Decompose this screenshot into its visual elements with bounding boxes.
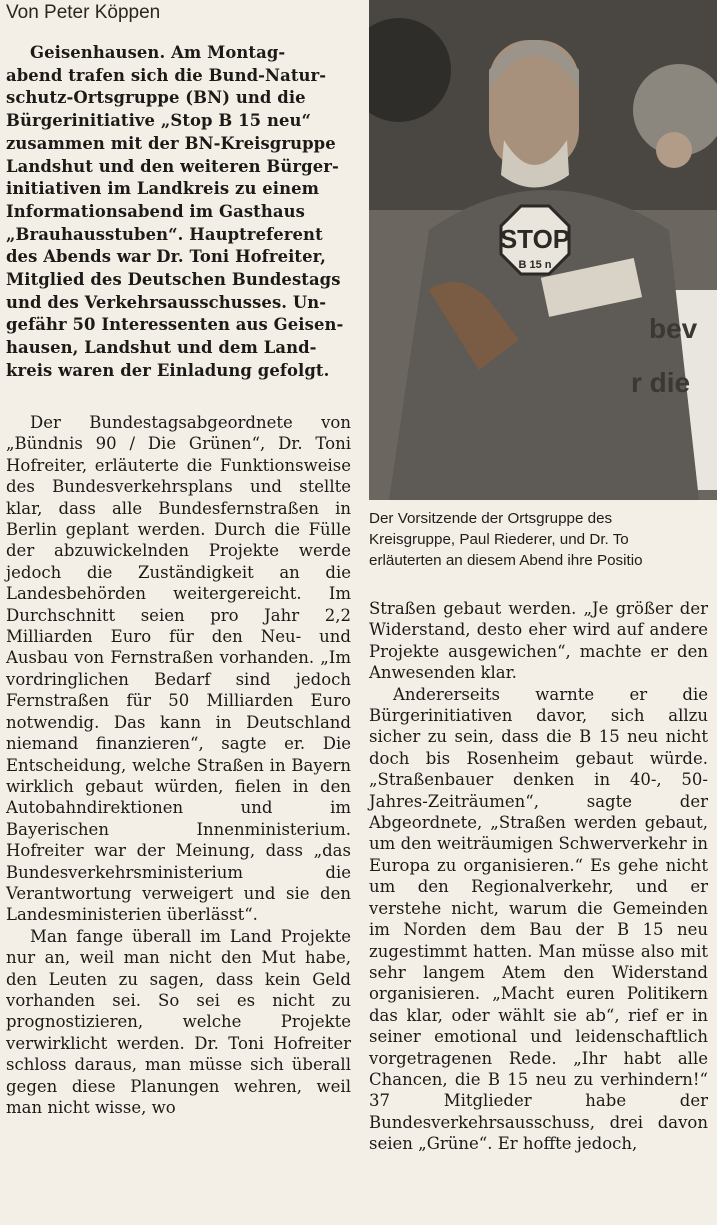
article-photo: [369, 0, 717, 500]
lead-line: Mitglied des Deutschen Bundestags: [6, 270, 341, 290]
lead-line: hausen, Landshut und dem Land-: [6, 338, 317, 358]
banner-text: bev: [649, 313, 698, 344]
caption-line: Der Vorsitzende der Ortsgruppe des: [369, 510, 613, 527]
lead-line: zusammen mit der BN-Kreisgruppe: [6, 133, 336, 153]
lead-line: und des Verkehrsausschusses. Un-: [6, 292, 327, 312]
article-lead: [6, 42, 353, 383]
banner-text: r die: [631, 367, 691, 398]
stop-sign-subtext: B 15 n: [518, 259, 552, 271]
lead-line: Informationsabend im Gasthaus: [6, 201, 305, 221]
lead-line: schutz-Ortsgruppe (BN) und die: [6, 88, 306, 108]
lead-line: abend trafen sich die Bund-Natur-: [6, 65, 327, 85]
lead-line: „Brauhausstuben“. Hauptreferent: [6, 224, 323, 244]
lead-line: Landshut und den weiteren Bürger-: [6, 156, 339, 176]
caption-line: erläuterten an diesem Abend ihre Positio: [369, 552, 643, 569]
photo-illustration: [369, 0, 717, 500]
lead-line: gefähr 50 Interessenten aus Geisen-: [6, 315, 344, 335]
article-column-right: [369, 598, 708, 1155]
article-byline: Von Peter Köppen: [6, 2, 161, 23]
lead-line: kreis waren der Einladung gefolgt.: [6, 360, 330, 380]
lead-line: Bürgerinitiative „Stop B 15 neu“: [6, 111, 312, 131]
paragraph: Der Bundestagsabgeordnete von „Bündnis 90 / Die Grünen“, Dr. Toni Hofreiter, erläuterte die Funktionsweise des Bundesverkehrsplans und stellte klar, dass alle Bundesfernstraßen in Berlin geplant werden. Durch die Fülle der abzuwickelnden Projekte werde jedoch die Zuständigkeit an die Landesbehörden weitergereicht. Im Durchschnitt seien pro Jahr 2,2 Milliarden Euro für den Neu- und Ausbau von Fernstraßen vorhanden. „Im vordringlichen Bedarf sind jedoch Fernstraßen für 50 Milliarden Euro notwendig. Das kann in Deutschland niemand finanzieren“, sagte er. Die Entscheidung, welche Straßen in Bayern wirklich gebaut würden, fielen in den Autobahndirektionen und im Bayerischen Innenministerium. Hofreiter war der Meinung, dass „das Bundesverkehrsministerium die Verantwortung verweigert und sie den Landesministerien überlässt“.: [6, 413, 351, 925]
paragraph: Andererseits warnte er die Bürgerinitiativen davor, sich allzu sicher zu sein, dass die B 15 neu nicht doch bis Rosenheim gebaut würde. „Straßenbauer denken in 40-, 50-Jahres-Zeiträumen“, sagte der Abgeordnete, „Straßen werden gebaut, um den weiträumigen Schwerverkehr in Europa zu organisieren.“ Es gehe nicht um den Regionalverkehr, und er verstehe nicht, warum die Gemeinden im Norden dem Bau der B 15 neu zugestimmt hatten. Man müsse also mit sehr langem Atem den Widerstand organisieren. „Macht euren Politikern das klar, oder wählt sie ab“, rief er in seiner emotional und leidenschaftlich vorgetragenen Rede. „Ihr habt alle Chancen, die B 15 neu zu verhindern!“ 37 Mitglieder habe der Bundesverkehrsausschuss, drei davon seien „Grüne“. Er hoffte jedoch,: [369, 684, 708, 1154]
photo-caption: [369, 508, 717, 571]
article-column-left: [6, 412, 351, 1118]
stop-sign-text: STOP: [499, 224, 571, 254]
lead-line: des Abends war Dr. Toni Hofreiter,: [6, 247, 326, 267]
caption-line: Kreisgruppe, Paul Riederer, und Dr. To: [369, 531, 629, 548]
lead-line: Geisenhausen. Am Montag-: [30, 43, 286, 62]
lead-line: initiativen im Landkreis zu einem: [6, 179, 320, 199]
paragraph: Straßen gebaut werden. „Je größer der Widerstand, desto eher wird auf andere Projekte ausgewichen“, machte er den Anwesenden klar.: [369, 599, 708, 683]
paragraph: Man fange überall im Land Projekte nur an, weil man nicht den Mut habe, den Leuten zu sagen, dass kein Geld vorhanden sei. So sei es nicht zu prognostizieren, welche Projekte verwirklicht werden. Dr. Toni Hofreiter schloss daraus, man müsse sich überall gegen diese Planungen wehren, weil man nicht wisse, wo: [6, 926, 351, 1117]
